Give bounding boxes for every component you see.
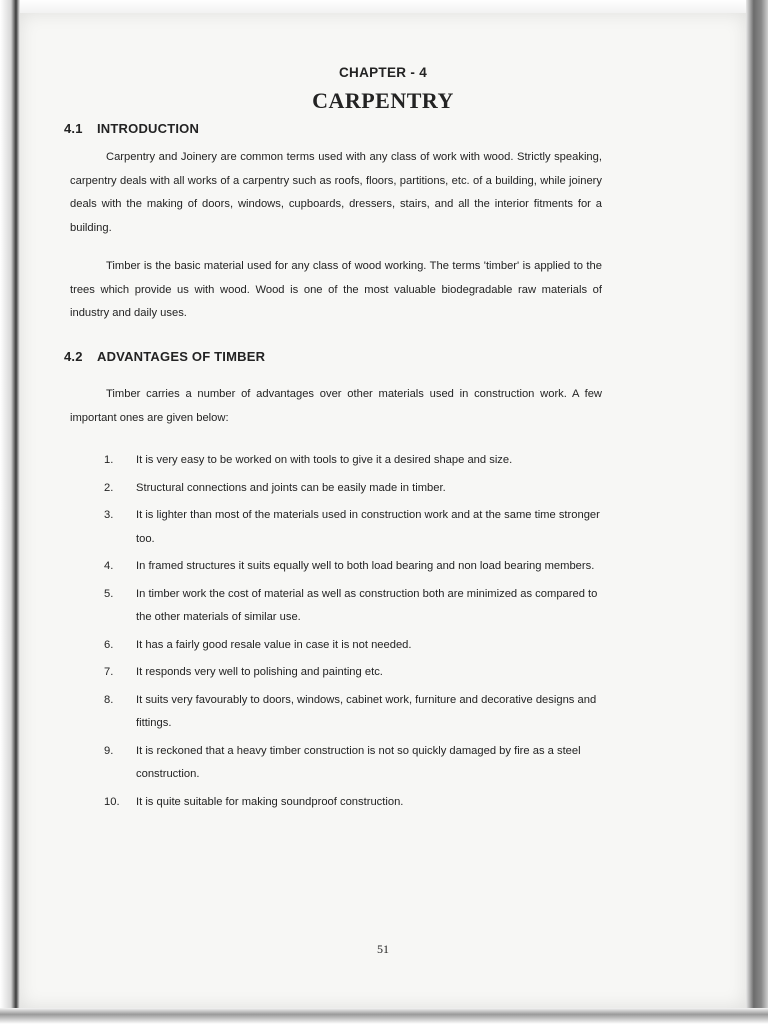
list-item (104, 661, 604, 685)
list-item-text: It is lighter than most of the materials used in construction work and at the same time stronger too. (136, 509, 600, 545)
scan-right-edge (746, 0, 768, 1024)
section-number: 4.1 (64, 121, 83, 136)
list-item (104, 504, 604, 551)
list-item (104, 477, 604, 501)
intro-paragraph-2: Timber is the basic material used for any class of wood working. The terms 'timber' is applied to the trees which provide us with wood. Wood is one of the most valuable biodegradable raw materials of industry and daily uses. (70, 260, 602, 319)
list-item-number: 4. (104, 560, 114, 572)
list-item (104, 583, 604, 630)
list-item (104, 555, 604, 579)
list-item-number: 2. (104, 481, 114, 494)
list-item-number: 9. (104, 744, 114, 757)
section-heading-introduction (64, 121, 199, 136)
list-item-number: 1. (104, 454, 114, 466)
list-item (104, 634, 604, 658)
page-number: 51 (377, 942, 389, 956)
list-item-text: In timber work the cost of material as well as construction both are minimized as compared to the other materials of similar use. (136, 587, 598, 623)
list-item-text: It is quite suitable for making soundproof construction. (136, 795, 404, 808)
list-item-text: It is reckoned that a heavy timber construction is not so quickly damaged by fire as a steel construction. (136, 744, 581, 780)
list-item-number: 3. (104, 509, 114, 521)
list-item (104, 449, 604, 473)
list-item-number: 6. (104, 638, 114, 651)
advantages-intro-paragraph: Timber carries a number of advantages over other materials used in construction work. A few important ones are given below: (70, 388, 602, 424)
intro-paragraph-1: Carpentry and Joinery are common terms used with any class of work with wood. Strictly speaking, carpentry deals with all works of a carpentry such as roofs, floors, partitions, etc. of a building, while joinery deals with the making of doors, windows, cupboards, dressers, stairs, and all the interior fitments for a building. (70, 151, 602, 234)
list-item (104, 791, 604, 815)
scan-top-edge (0, 0, 768, 13)
list-item-text: It is very easy to be worked on with tools to give it a desired shape and size. (136, 454, 513, 466)
list-item (104, 740, 604, 787)
list-item-number: 10. (104, 795, 120, 808)
scan-left-edge (0, 0, 20, 1024)
scan-bottom-edge (0, 1008, 768, 1024)
advantages-list (104, 449, 604, 818)
list-item-text: It suits very favourably to doors, windows, cabinet work, furniture and decorative designs and fittings. (136, 693, 597, 729)
chapter-label: CHAPTER - 4 (338, 65, 428, 80)
list-item-text: In framed structures it suits equally well to both load bearing and non load bearing members. (136, 560, 595, 572)
list-item-text: It responds very well to polishing and painting etc. (136, 666, 383, 678)
list-item-number: 7. (104, 666, 114, 678)
section-heading-advantages (64, 349, 265, 364)
list-item (104, 689, 604, 736)
section-title: INTRODUCTION (97, 121, 200, 136)
chapter-title: CARPENTRY (312, 88, 454, 113)
book-page (20, 13, 746, 1008)
list-item-text: Structural connections and joints can be easily made in timber. (136, 481, 446, 494)
section-title: ADVANTAGES OF TIMBER (97, 349, 266, 364)
list-item-number: 5. (104, 587, 114, 600)
list-item-text: It has a fairly good resale value in case it is not needed. (136, 638, 412, 651)
section-number: 4.2 (64, 349, 83, 364)
list-item-number: 8. (104, 693, 114, 706)
